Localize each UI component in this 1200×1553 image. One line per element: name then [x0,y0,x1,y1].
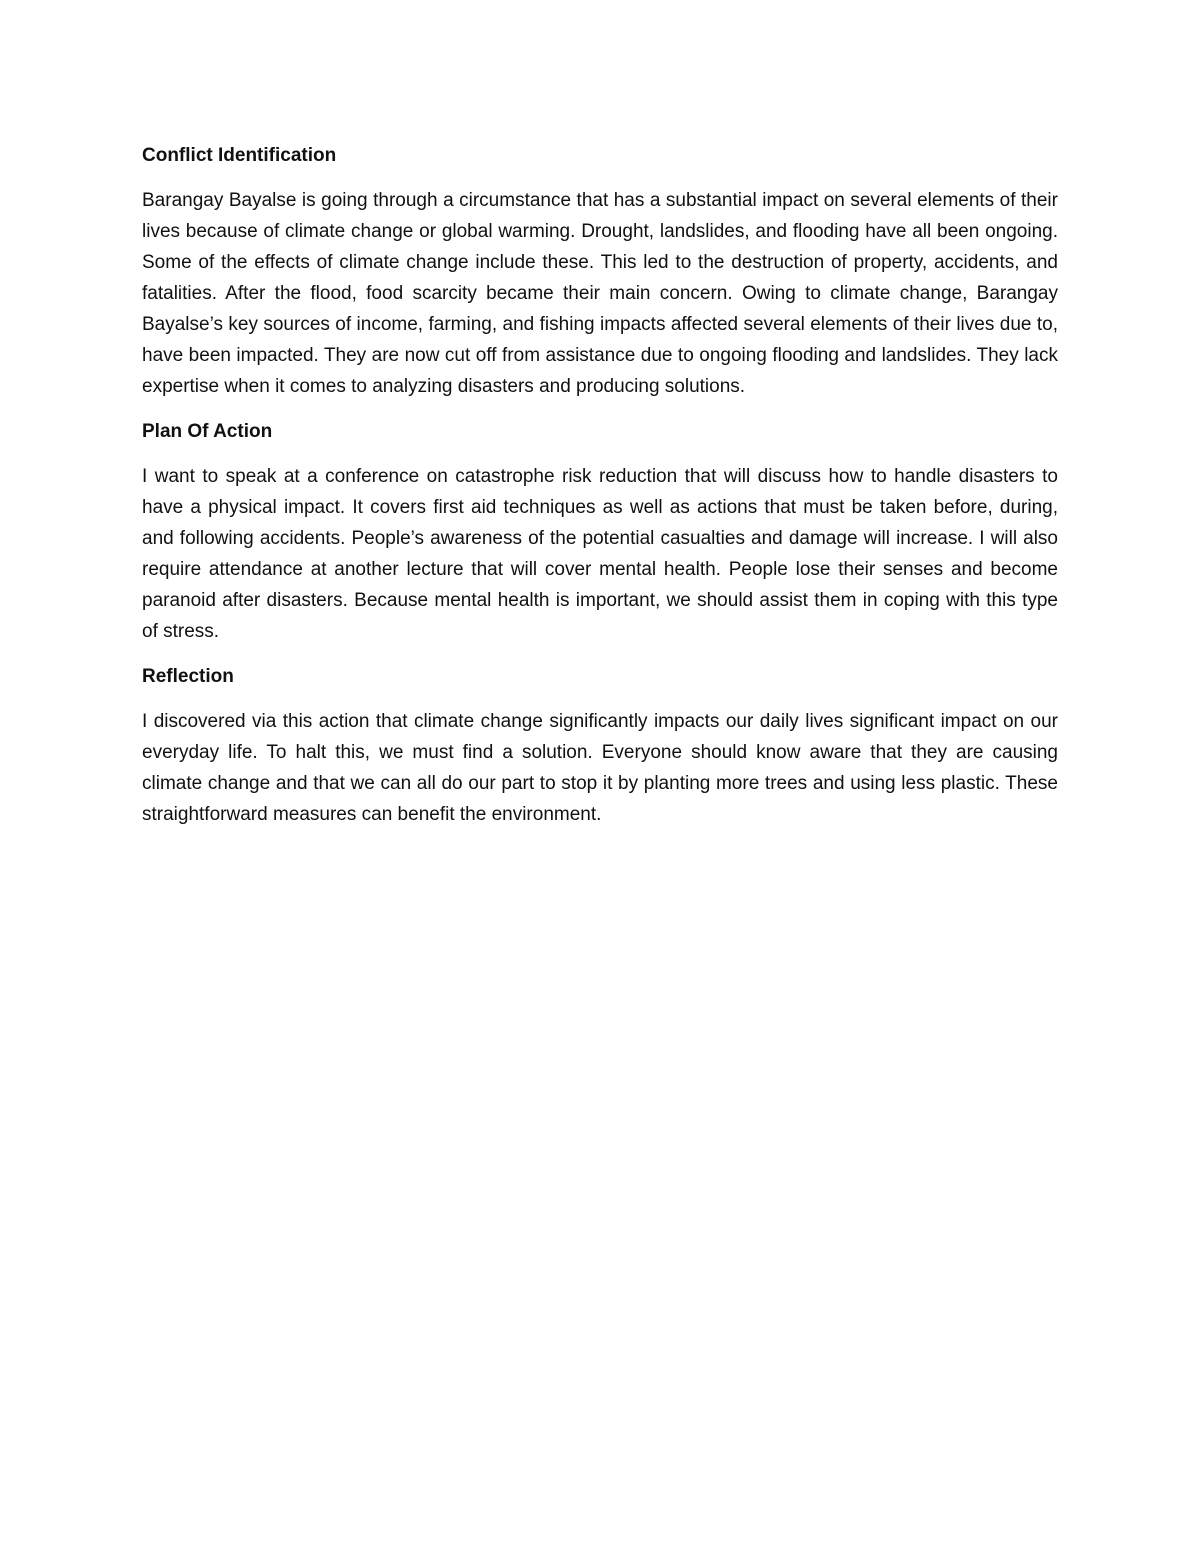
section-heading-conflict-identification: Conflict Identification [142,145,337,166]
section-heading-reflection: Reflection [142,666,234,687]
section-body-reflection: I discovered via this action that climate change significantly impacts our daily lives significant impact on our everyday life. To halt this, we must find a solution. Everyone should know aware that they are causing climate change and that we can all do our part to stop it by planting more trees and using less plastic. These straightforward measures can benefit the environment. [142,711,1058,825]
section-body-conflict-identification: Barangay Bayalse is going through a circumstance that has a substantial impact on several elements of their lives because of climate change or global warming. Drought, landslides, and flooding have all been ongoing. Some of the effects of climate change include these. This led to the destruction of property, accidents, and fatalities. After the flood, food scarcity became their main concern. Owing to climate change, Barangay Bayalse’s key sources of income, farming, and fishing impacts affected several elements of their lives due to, have been impacted. They are now cut off from assistance due to ongoing flooding and landslides. They lack expertise when it comes to analyzing disasters and producing solutions. [142,190,1058,397]
section-heading-plan-of-action: Plan Of Action [142,421,273,442]
section-body-plan-of-action: I want to speak at a conference on catastrophe risk reduction that will discuss how to handle disasters to have a physical impact. It covers first aid techniques as well as actions that must be taken before, during, and following accidents. People’s awareness of the potential casualties and damage will increase. I will also require attendance at another lecture that will cover mental health. People lose their senses and become paranoid after disasters. Because mental health is important, we should assist them in coping with this type of stress. [142,466,1058,642]
document-content [142,140,1058,844]
